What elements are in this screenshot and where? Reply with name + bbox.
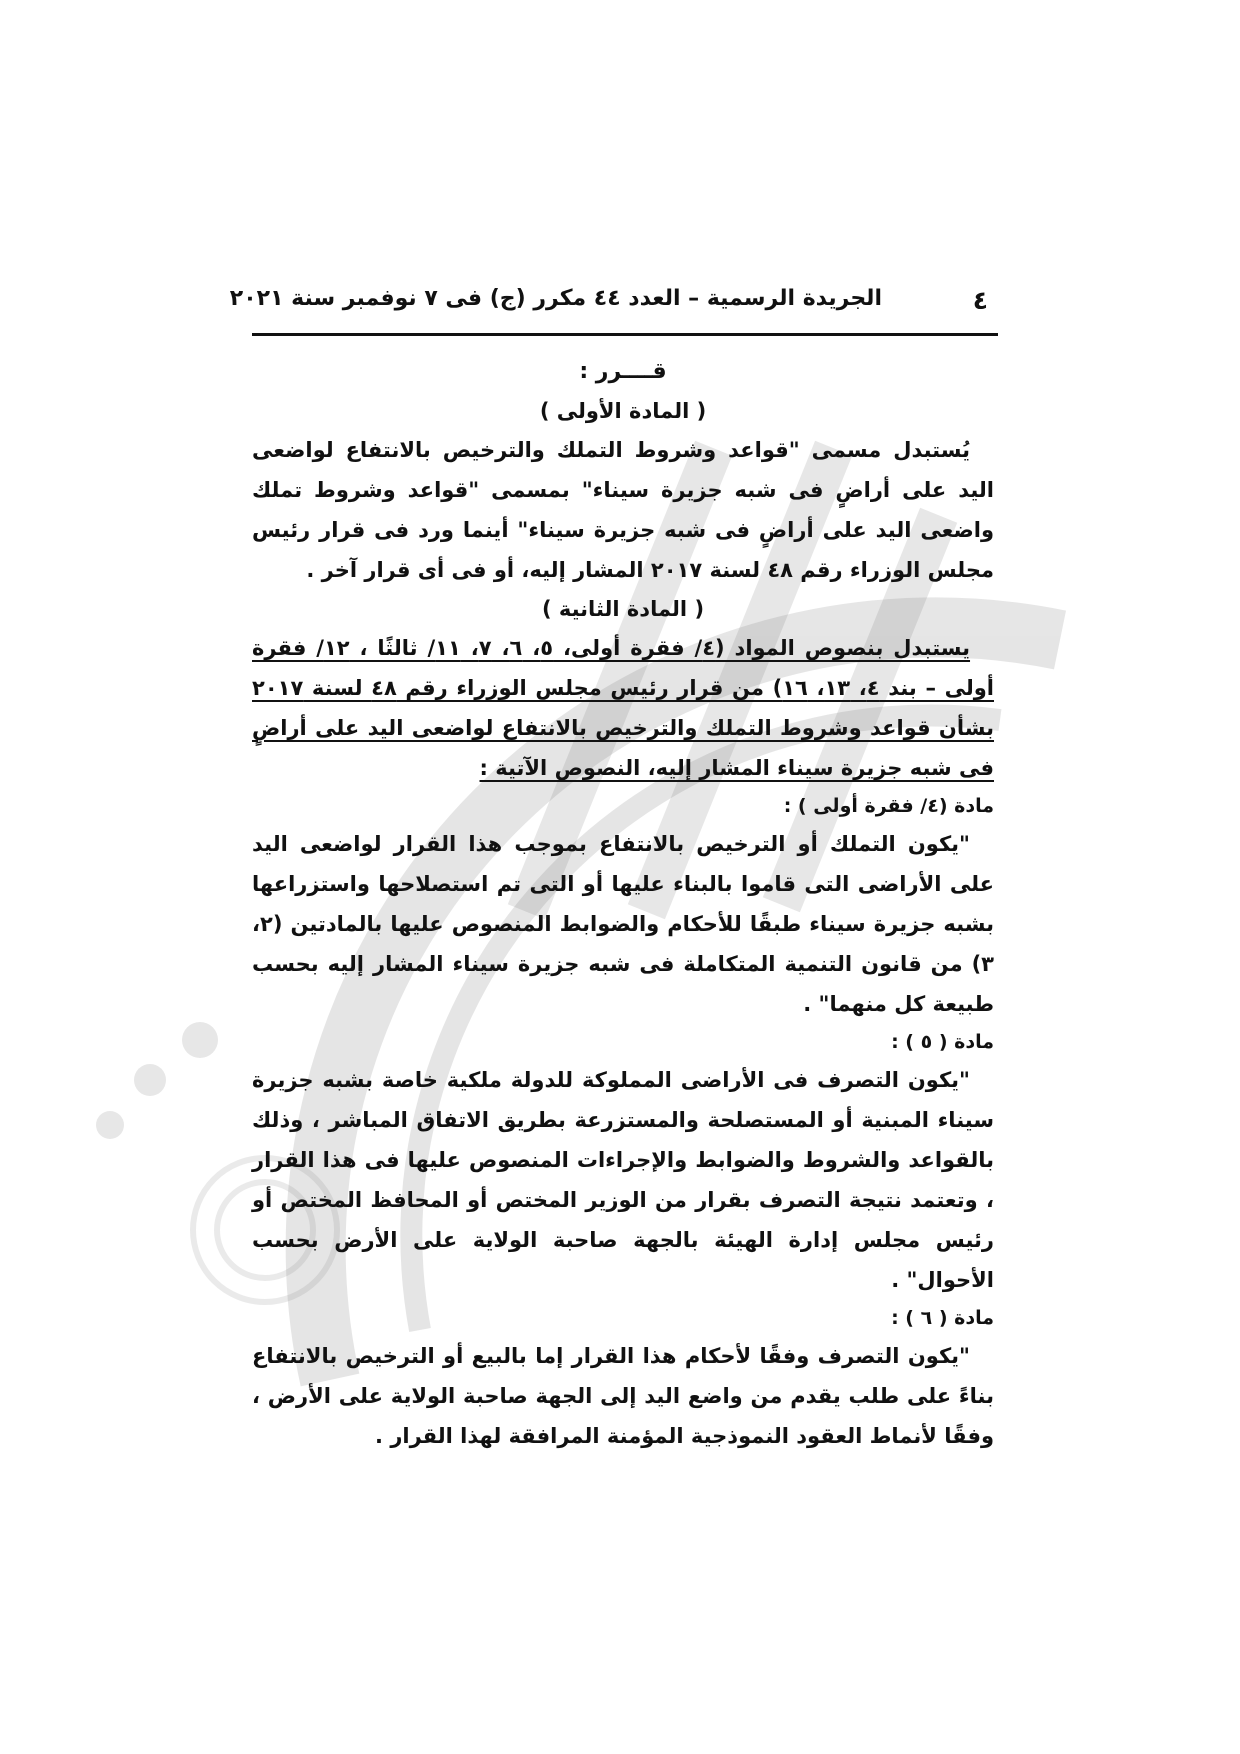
article-two-heading: ( المادة الثانية ) [541,597,705,621]
page-number: ٤ [972,286,988,315]
document-body [252,352,994,1456]
article-5-text: "يكون التصرف فى الأراضى المملوكة للدولة ملكية خاصة بشبه جزيرة سيناء المبنية أو المستصلحة والمستزرعة بطريق الاتفاق المباشر ، وذلك بالقواعد والشروط والضوابط والإجراءات المنصوص عليها فى هذا القرار ، وتعتمد نتيجة التصرف بقرار من الوزير المختص أو المحافظ المختص أو رئيس مجلس إدارة الهيئة بالجهة صاحبة الولاية على الأرض بحسب الأحوال" . [252,1068,994,1292]
page-header [229,280,998,326]
article-4-heading: مادة (٤/ فقرة أولى ) : [783,795,994,817]
article-4-text: "يكون التملك أو الترخيص بالانتفاع بموجب هذا القرار لواضعى اليد على الأراضى التى قاموا بالبناء عليها أو التى تم استصلاحها واستزراعها بشبه جزيرة سيناء طبقًا للأحكام والضوابط المنصوص عليها بالمادتين (٢، ٣) من قانون التنمية المتكاملة فى شبه جزيرة سيناء المشار إليه بحسب طبيعة كل منهما" . [252,832,994,1016]
article-6-text: "يكون التصرف وفقًا لأحكام هذا القرار إما بالبيع أو الترخيص بالانتفاع بناءً على طلب يقدم من واضع اليد إلى الجهة صاحبة الولاية على الأرض ، وفقًا لأنماط العقود النموذجية المؤمنة المرافقة لهذا القرار . [252,1344,994,1448]
article-6-heading: مادة ( ٦ ) : [891,1307,994,1329]
gazette-title: الجريدة الرسمية – العدد ٤٤ مكرر (ج) فى ٧ نوفمبر سنة ٢٠٢١ [229,286,882,311]
decree-heading: قــــرر : [579,359,667,384]
article-two-text: يستبدل بنصوص المواد (٤/ فقرة أولى، ٥، ٦، ٧، ١١/ ثالثًا ، ١٢/ فقرة أولى – بند ٤، ١٣، ١٦) من قرار رئيس مجلس الوزراء رقم ٤٨ لسنة ٢٠١٧ بشأن قواعد وشروط التملك والترخيص بالانتفاع لواضعى اليد على أراضٍ فى شبه جزيرة سيناء المشار إليه، النصوص الآتية : [252,636,994,780]
header-divider [252,333,998,336]
article-5-heading: مادة ( ٥ ) : [891,1031,994,1053]
article-one-text: يُستبدل مسمى "قواعد وشروط التملك والترخيص بالانتفاع لواضعى اليد على أراضٍ فى شبه جزيرة سيناء" بمسمى "قواعد وشروط تملك واضعى اليد على أراضٍ فى شبه جزيرة سيناء" أينما ورد فى قرار رئيس مجلس الوزراء رقم ٤٨ لسنة ٢٠١٧ المشار إليه، أو فى أى قرار آخر . [252,438,994,582]
article-one-heading: ( المادة الأولى ) [539,399,707,423]
